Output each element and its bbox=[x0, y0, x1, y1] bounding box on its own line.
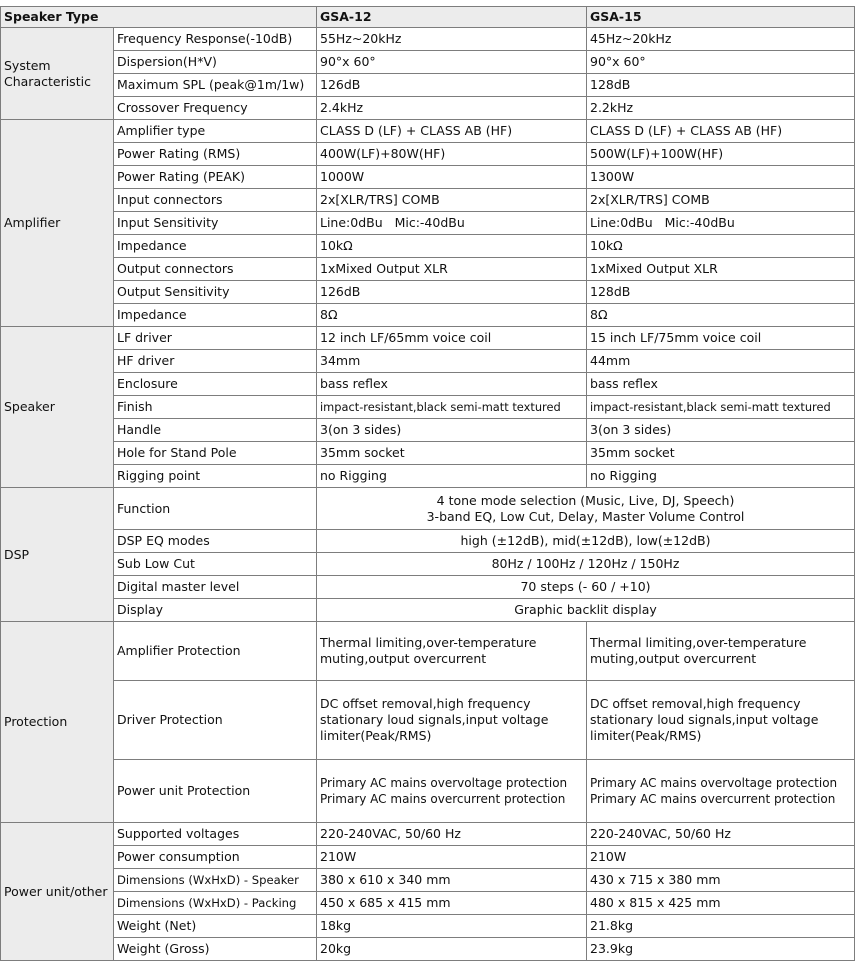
table-header-row bbox=[1, 7, 855, 28]
gsa15-value: 128dB bbox=[587, 281, 855, 304]
gsa12-value: 1xMixed Output XLR bbox=[317, 258, 587, 281]
gsa15-value: 44mm bbox=[587, 350, 855, 373]
shared-value: 80Hz / 100Hz / 120Hz / 150Hz bbox=[317, 553, 855, 576]
gsa12-value: no Rigging bbox=[317, 465, 587, 488]
gsa15-value: impact-resistant,black semi-matt textured bbox=[587, 396, 855, 419]
table-row bbox=[1, 143, 855, 166]
row-label: Weight (Net) bbox=[114, 915, 317, 938]
row-label: Dispersion(H*V) bbox=[114, 51, 317, 74]
row-label: Amplifier type bbox=[114, 120, 317, 143]
gsa15-value: 90°x 60° bbox=[587, 51, 855, 74]
protection-line: Primary AC mains overcurrent protection bbox=[590, 792, 836, 806]
row-label: Impedance bbox=[114, 235, 317, 258]
table-row bbox=[1, 846, 855, 869]
table-row bbox=[1, 869, 855, 892]
row-label: Power consumption bbox=[114, 846, 317, 869]
row-label: DSP EQ modes bbox=[114, 530, 317, 553]
gsa12-value: 35mm socket bbox=[317, 442, 587, 465]
gsa12-value: DC offset removal,high frequency stationary loud signals,input voltage limiter(Peak/RMS) bbox=[317, 681, 587, 760]
gsa15-value: 21.8kg bbox=[587, 915, 855, 938]
gsa12-value: 20kg bbox=[317, 938, 587, 961]
group-protection: Protection bbox=[1, 622, 114, 823]
gsa15-value: 2.2kHz bbox=[587, 97, 855, 120]
row-label: Input connectors bbox=[114, 189, 317, 212]
spec-table bbox=[0, 6, 855, 961]
gsa15-value: Thermal limiting,over-temperature muting,output overcurrent bbox=[587, 622, 855, 681]
table-row bbox=[1, 51, 855, 74]
gsa15-value: 10kΩ bbox=[587, 235, 855, 258]
gsa15-value: 1xMixed Output XLR bbox=[587, 258, 855, 281]
row-label: Hole for Stand Pole bbox=[114, 442, 317, 465]
table-row bbox=[1, 530, 855, 553]
gsa12-value: 34mm bbox=[317, 350, 587, 373]
row-label: Crossover Frequency bbox=[114, 97, 317, 120]
table-row bbox=[1, 488, 855, 530]
group-system: System Characteristic bbox=[1, 28, 114, 120]
row-label: Impedance bbox=[114, 304, 317, 327]
table-row bbox=[1, 760, 855, 823]
row-label: HF driver bbox=[114, 350, 317, 373]
table-row bbox=[1, 74, 855, 97]
gsa12-value: CLASS D (LF) + CLASS AB (HF) bbox=[317, 120, 587, 143]
table-row bbox=[1, 442, 855, 465]
table-row bbox=[1, 915, 855, 938]
gsa15-value: 3(on 3 sides) bbox=[587, 419, 855, 442]
row-label: Weight (Gross) bbox=[114, 938, 317, 961]
table-row bbox=[1, 599, 855, 622]
gsa15-value: 210W bbox=[587, 846, 855, 869]
gsa15-value: CLASS D (LF) + CLASS AB (HF) bbox=[587, 120, 855, 143]
gsa15-value: 45Hz~20kHz bbox=[587, 28, 855, 51]
gsa15-value: 128dB bbox=[587, 74, 855, 97]
table-row bbox=[1, 327, 855, 350]
gsa12-value: 126dB bbox=[317, 74, 587, 97]
row-label: Output Sensitivity bbox=[114, 281, 317, 304]
row-label: Display bbox=[114, 599, 317, 622]
table-row bbox=[1, 938, 855, 961]
table-row bbox=[1, 304, 855, 327]
gsa12-value: 3(on 3 sides) bbox=[317, 419, 587, 442]
row-label: Sub Low Cut bbox=[114, 553, 317, 576]
shared-value: high (±12dB), mid(±12dB), low(±12dB) bbox=[317, 530, 855, 553]
row-label: Power unit Protection bbox=[114, 760, 317, 823]
group-amplifier: Amplifier bbox=[1, 120, 114, 327]
row-label: Digital master level bbox=[114, 576, 317, 599]
row-label: Amplifier Protection bbox=[114, 622, 317, 681]
table-row bbox=[1, 258, 855, 281]
gsa12-value: 2x[XLR/TRS] COMB bbox=[317, 189, 587, 212]
gsa15-value: Line:0dBu Mic:-40dBu bbox=[587, 212, 855, 235]
gsa12-value: 210W bbox=[317, 846, 587, 869]
row-label: Finish bbox=[114, 396, 317, 419]
shared-value: Graphic backlit display bbox=[317, 599, 855, 622]
row-label: Function bbox=[114, 488, 317, 530]
group-dsp: DSP bbox=[1, 488, 114, 622]
gsa12-value: impact-resistant,black semi-matt textured bbox=[317, 396, 587, 419]
gsa15-value: 220-240VAC, 50/60 Hz bbox=[587, 823, 855, 846]
table-row bbox=[1, 212, 855, 235]
gsa15-value: 500W(LF)+100W(HF) bbox=[587, 143, 855, 166]
table-row bbox=[1, 235, 855, 258]
gsa15-value: 2x[XLR/TRS] COMB bbox=[587, 189, 855, 212]
table-row bbox=[1, 281, 855, 304]
speaker-type-header: Speaker Type bbox=[1, 7, 317, 28]
table-row bbox=[1, 681, 855, 760]
model-a-header: GSA-12 bbox=[317, 7, 587, 28]
row-label: Supported voltages bbox=[114, 823, 317, 846]
gsa12-value: 220-240VAC, 50/60 Hz bbox=[317, 823, 587, 846]
gsa15-value: 23.9kg bbox=[587, 938, 855, 961]
gsa12-value: 8Ω bbox=[317, 304, 587, 327]
dsp-function-line: 3-band EQ, Low Cut, Delay, Master Volume Control bbox=[426, 508, 745, 524]
gsa12-value: 55Hz~20kHz bbox=[317, 28, 587, 51]
gsa15-value: 480 x 815 x 425 mm bbox=[587, 892, 855, 915]
table-row bbox=[1, 350, 855, 373]
group-speaker: Speaker bbox=[1, 327, 114, 488]
table-row bbox=[1, 892, 855, 915]
gsa12-value: 12 inch LF/65mm voice coil bbox=[317, 327, 587, 350]
table-row bbox=[1, 166, 855, 189]
table-row bbox=[1, 823, 855, 846]
table-row bbox=[1, 28, 855, 51]
gsa12-value: bass reflex bbox=[317, 373, 587, 396]
table-row bbox=[1, 373, 855, 396]
gsa12-value: 126dB bbox=[317, 281, 587, 304]
row-label: Dimensions (WxHxD) - Packing bbox=[114, 892, 317, 915]
table-row bbox=[1, 97, 855, 120]
gsa15-value: no Rigging bbox=[587, 465, 855, 488]
gsa12-value: Line:0dBu Mic:-40dBu bbox=[317, 212, 587, 235]
gsa15-value: 15 inch LF/75mm voice coil bbox=[587, 327, 855, 350]
gsa15-value: 1300W bbox=[587, 166, 855, 189]
gsa15-value: 35mm socket bbox=[587, 442, 855, 465]
table-row bbox=[1, 465, 855, 488]
gsa12-value bbox=[317, 760, 587, 823]
shared-value: 70 steps (- 60 / +10) bbox=[317, 576, 855, 599]
table-row bbox=[1, 120, 855, 143]
row-label: Enclosure bbox=[114, 373, 317, 396]
row-label: Dimensions (WxHxD) - Speaker bbox=[114, 869, 317, 892]
gsa12-value: 1000W bbox=[317, 166, 587, 189]
dsp-function-value bbox=[317, 488, 855, 530]
row-label: Handle bbox=[114, 419, 317, 442]
row-label: Rigging point bbox=[114, 465, 317, 488]
gsa12-value: 90°x 60° bbox=[317, 51, 587, 74]
row-label: Power Rating (RMS) bbox=[114, 143, 317, 166]
gsa15-value: 430 x 715 x 380 mm bbox=[587, 869, 855, 892]
gsa15-value: 8Ω bbox=[587, 304, 855, 327]
row-label: LF driver bbox=[114, 327, 317, 350]
dsp-function-line: 4 tone mode selection (Music, Live, DJ, Speech) bbox=[436, 492, 735, 508]
row-label: Input Sensitivity bbox=[114, 212, 317, 235]
protection-line: Primary AC mains overvoltage protection bbox=[590, 776, 838, 790]
group-power: Power unit/other bbox=[1, 823, 114, 961]
gsa12-value: 10kΩ bbox=[317, 235, 587, 258]
table-row bbox=[1, 622, 855, 681]
table-row bbox=[1, 419, 855, 442]
gsa12-value: 450 x 685 x 415 mm bbox=[317, 892, 587, 915]
gsa15-value: DC offset removal,high frequency stationary loud signals,input voltage limiter(Peak/RMS) bbox=[587, 681, 855, 760]
row-label: Driver Protection bbox=[114, 681, 317, 760]
row-label: Power Rating (PEAK) bbox=[114, 166, 317, 189]
gsa12-value: 380 x 610 x 340 mm bbox=[317, 869, 587, 892]
gsa12-value: 400W(LF)+80W(HF) bbox=[317, 143, 587, 166]
row-label: Frequency Response(-10dB) bbox=[114, 28, 317, 51]
model-b-header: GSA-15 bbox=[587, 7, 855, 28]
table-row bbox=[1, 189, 855, 212]
table-row bbox=[1, 396, 855, 419]
gsa12-value: 18kg bbox=[317, 915, 587, 938]
protection-line: Primary AC mains overcurrent protection bbox=[320, 792, 566, 806]
table-row bbox=[1, 553, 855, 576]
gsa12-value: 2.4kHz bbox=[317, 97, 587, 120]
gsa15-value: bass reflex bbox=[587, 373, 855, 396]
row-label: Maximum SPL (peak@1m/1w) bbox=[114, 74, 317, 97]
protection-line: Primary AC mains overvoltage protection bbox=[320, 776, 568, 790]
gsa12-value: Thermal limiting,over-temperature muting,output overcurrent bbox=[317, 622, 587, 681]
table-row bbox=[1, 576, 855, 599]
gsa15-value bbox=[587, 760, 855, 823]
row-label: Output connectors bbox=[114, 258, 317, 281]
